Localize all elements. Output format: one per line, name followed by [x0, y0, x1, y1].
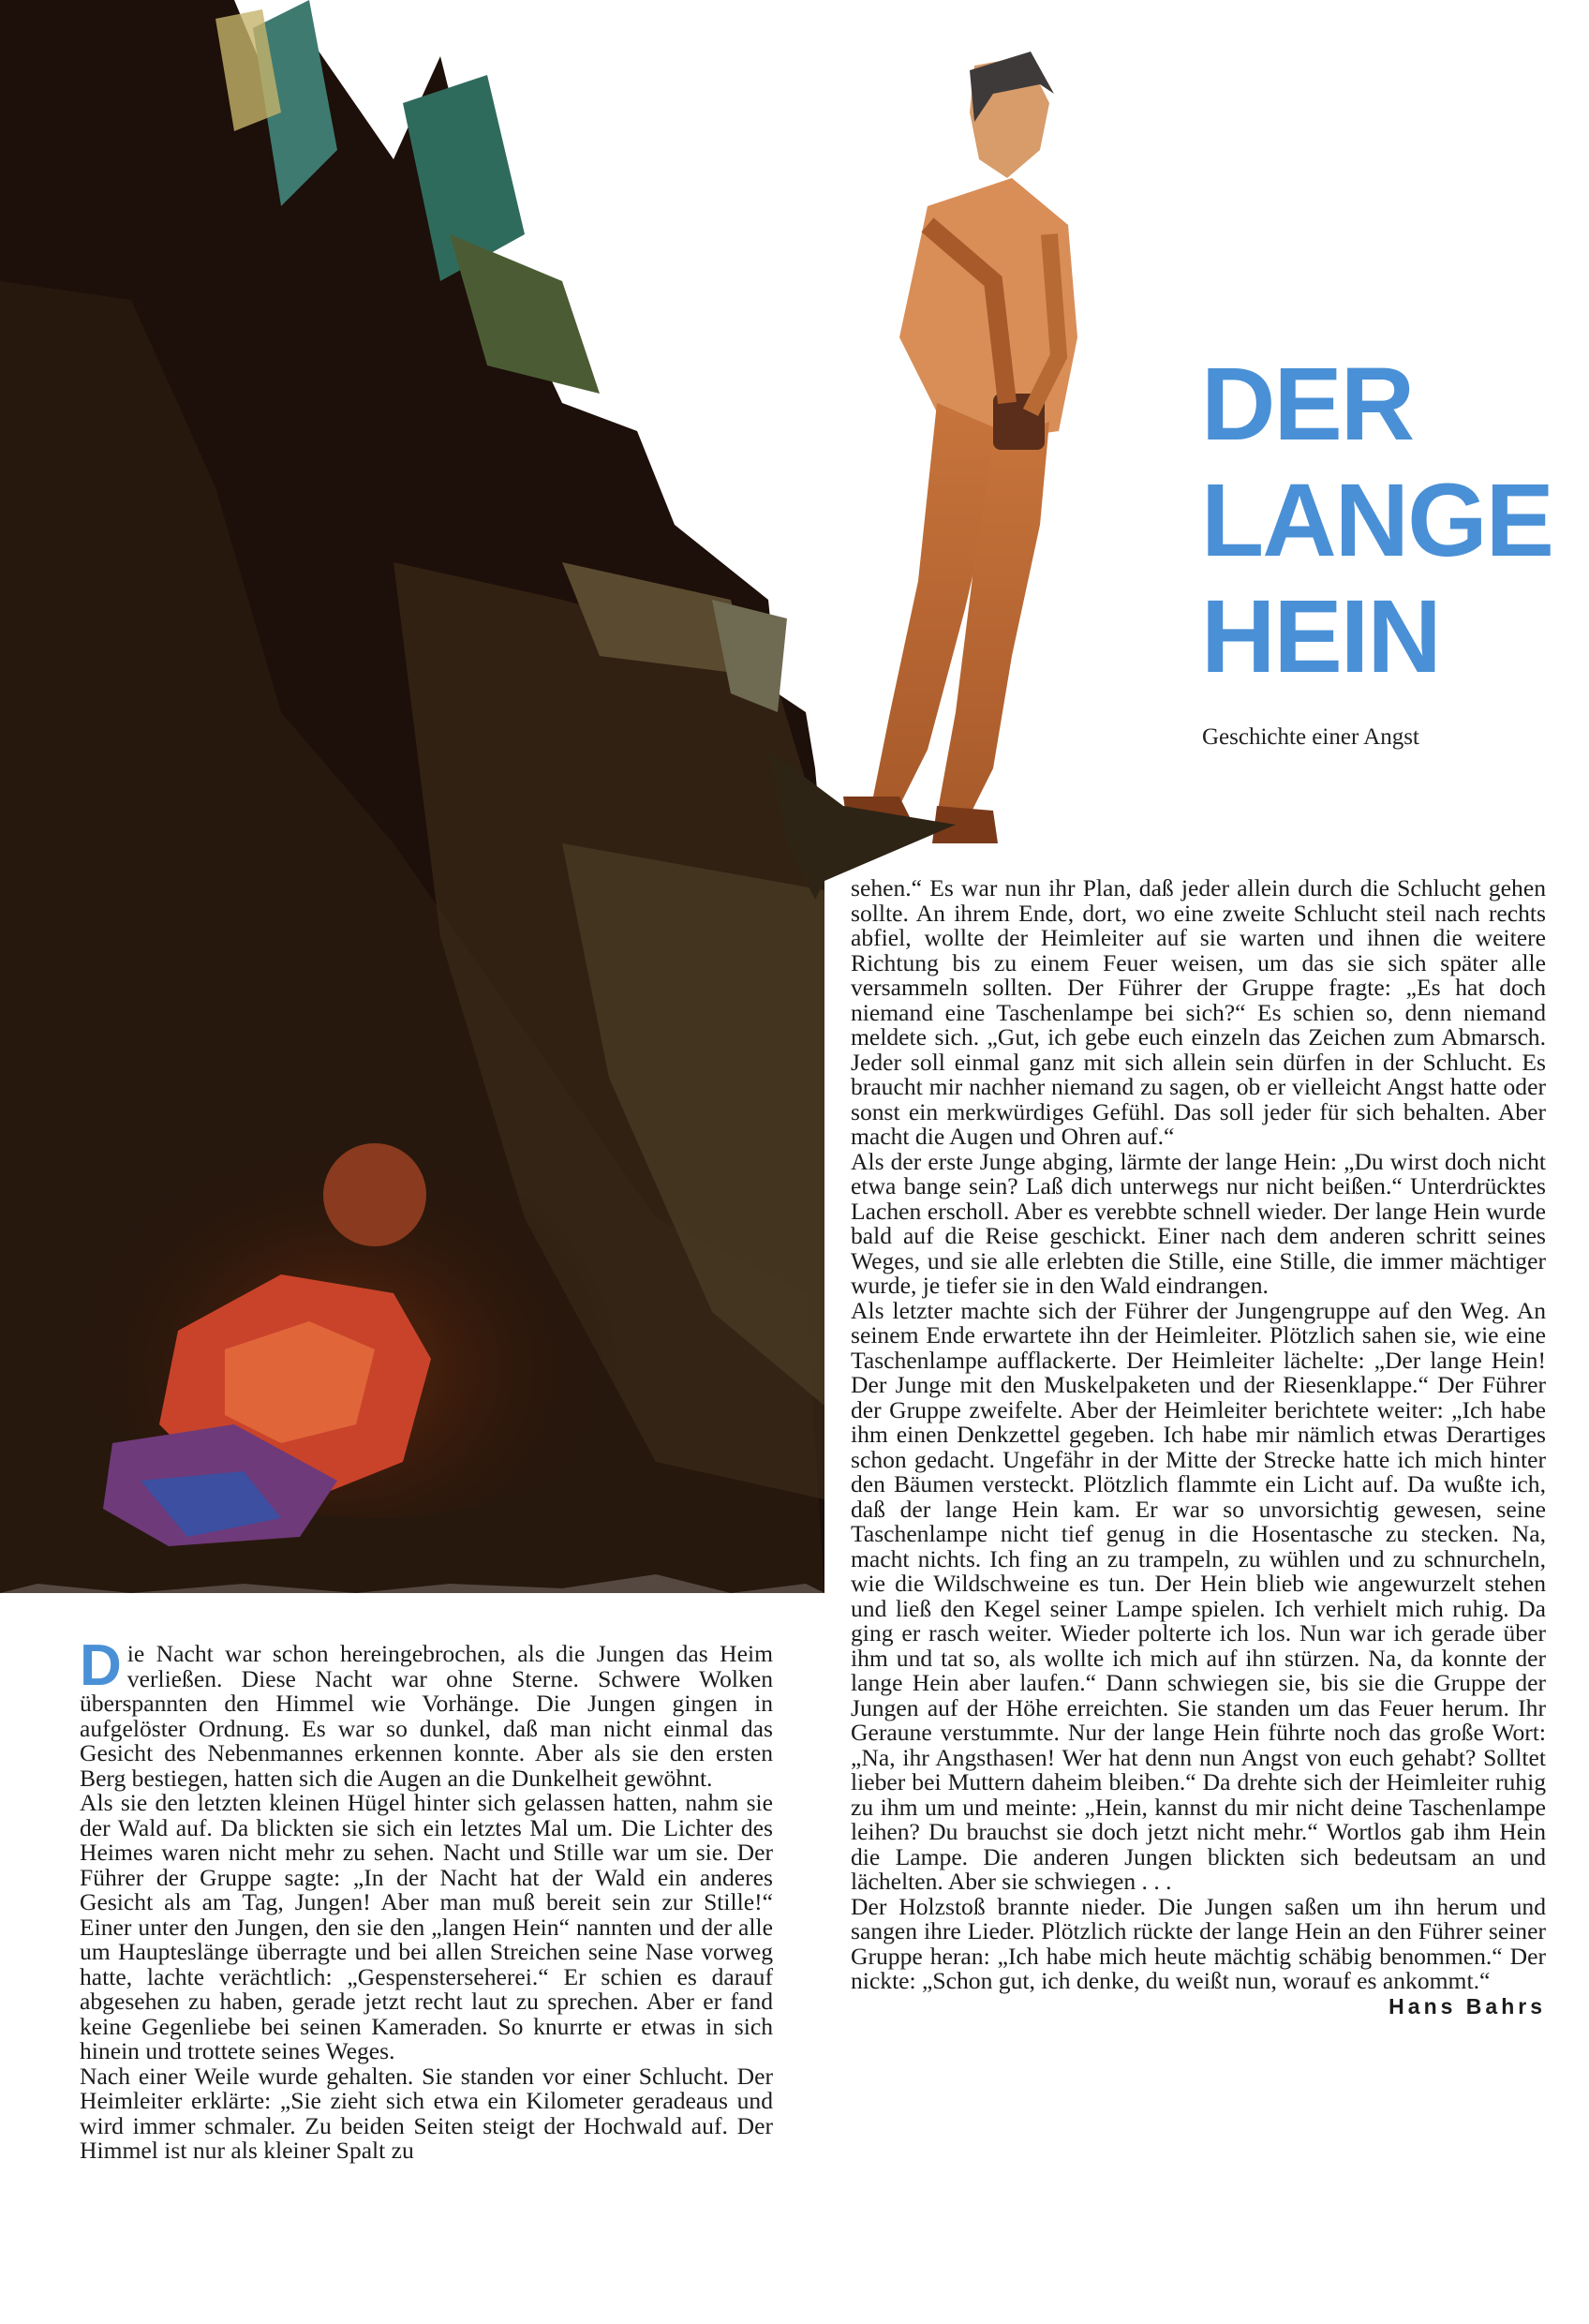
drop-cap: D	[80, 1633, 122, 1698]
paragraph	[80, 1633, 773, 1792]
title-line-1: DER	[1201, 347, 1414, 462]
left-text-column	[80, 1633, 773, 2164]
title-line-2: LANGE	[1201, 463, 1552, 578]
paragraph	[851, 1892, 1546, 2019]
paragraph-text: ie Nacht war schon hereingebrochen, als die Jungen das Heim verließen. Diese Nacht war ohne Sterne. Schwere Wolken überspannten den Himmel wie Vorhänge. Die Jungen gingen in aufgelöster Ordnung. Es war so dunkel, daß man nicht einmal das Gesicht des Nebenmannes erkennen konnte. Aber als sie den ersten Berg bestiegen, hatten sich die Augen an die Dunkelheit gewöhnt.	[80, 1640, 773, 1792]
story-title	[1201, 347, 1552, 695]
boy-figure	[843, 52, 1077, 843]
paragraph: sehen.“ Es war nun ihr Plan, daß jeder allein durch die Schlucht gehen sollte. An ihrem Ende, dort, wo eine zweite Schlucht steil nach rechts abfiel, wollte der Heimleiter auf sie warten und ihnen die weitere Richtung bis zu einem Feuer weisen, um das sie sich später alle versammeln sollten. Der Führer der Gruppe fragte: „Es hat doch niemand eine Taschenlampe bei sich?“ Es schien so, denn niemand meldete sich. „Gut, ich gebe euch einzeln das Zeichen zum Abmarsch. Jeder soll einmal ganz mit sich allein sein dürfen in der Schlucht. Es braucht mir nachher niemand zu sagen, ob er vielleicht Angst hatte oder sonst ein merkwürdiges Gefühl. Das soll jeder für sich behalten. Aber macht die Augen und Ohren auf.“	[851, 874, 1546, 1150]
right-text-column	[851, 876, 1546, 2019]
paragraph: Nach einer Weile wurde gehalten. Sie standen vor einer Schlucht. Der Heimleiter erklärte: „Sie zieht sich etwa ein Kilometer geradeaus und wird immer schmaler. Zu beiden Seiten steigt der Hochwald auf. Der Himmel ist nur als kleiner Spalt zu	[80, 2062, 773, 2164]
paragraph: Als der erste Junge abging, lärmte der lange Hein: „Du wirst doch nicht etwa bange sein? Laß dich unterwegs nur nicht beißen.“ Unterdrücktes Lachen erscholl. Aber es verebbte schnell wieder. Der lange Hein wurde bald auf die Reise geschickt. Einer nach dem anderen schritt seines Weges, und sie alle erlebten die Stille, eine Stille, die immer mächtiger wurde, je tiefer sie in den Wald eindrangen.	[851, 1147, 1546, 1299]
paragraph-text: Der Holzstoß brannte nieder. Die Jungen saßen um ihn herum und sangen ihre Lieder. Plötzlich rückte der lange Hein an den Führer seiner Gruppe heran: „Ich habe mich heute mächtig schäbig benommen.“ Der nickte: „Schon gut, ich denke, du weißt nun, worauf es ankommt.“	[851, 1892, 1546, 1994]
story-subtitle: Geschichte einer Angst	[1202, 724, 1419, 750]
author-name: Hans Bahrs	[1389, 1993, 1546, 2019]
title-line-3: HEIN	[1201, 579, 1440, 694]
paragraph: Als letzter machte sich der Führer der Jungengruppe auf den Weg. An seinem Ende erwartete ihn der Heimleiter. Plötzlich sahen sie, wie eine Taschenlampe aufflackerte. Der Heimleiter lächelte: „Der lange Hein! Der Junge mit den Muskelpaketen und der Riesenklappe.“ Der Führer der Gruppe zweifelte. Aber der Heimleiter berichtete weiter: „Ich habe ihm einen Denkzettel gegeben. Ich habe mir nämlich etwas Derartiges schon gedacht. Ungefähr in der Mitte der Strecke hatte ich mich hinter den Bäumen versteckt. Plötzlich flammte ein Licht auf. Da wußte ich, daß der lange Hein kam. Er war so unvorsichtig gewesen, seine Taschenlampe nicht tief genug in die Hosentasche zu stecken. Na, macht nichts. Ich fing an zu trampeln, zu wühlen und zu schnurcheln, wie die Wildschweine es tun. Der Hein blieb wie angewurzelt stehen und ließ den Kegel seiner Lampe spielen. Ich verhielt mich ruhig. Da ging er rasch weiter. Wieder polterte ich los. Nun war ich gerade über ihm und tat so, als wollte ich mich auf ihn stürzen. Na, da konnte der lange Hein aber laufen.“ Dann schwiegen sie, bis sie die Gruppe der Jungen auf der Höhe erreichten. Sie standen um das Feuer herum. Ihr Geraune verstummte. Nur der lange Hein führte noch das große Wort: „Na, ihr Angsthasen! Wer hat denn nun Angst von euch gehabt? Solltet lieber bei Muttern daheim bleiben.“ Da drehte sich der Heimleiter ruhig zu ihm um und meinte: „Hein, kannst du mir nicht deine Taschenlampe leihen? Du brauchst sie doch jetzt nicht mehr.“ Wortlos gab ihm Hein die Lampe. Die anderen Jungen blickten sich bedeutsam an und lächelten. Aber sie schwiegen . . .	[851, 1296, 1546, 1895]
paragraph: Als sie den letzten kleinen Hügel hinter sich gelassen hatten, nahm sie der Wald auf. Da blickten sie sich ein letztes Mal um. Die Lichter des Heimes waren nicht mehr zu sehen. Nacht und Stille war um sie. Der Führer der Gruppe sagte: „In der Nacht hat der Wald ein anderes Gesicht als am Tag, Jungen! Aber man muß bereit sein zur Stille!“ Einer unter den Jungen, den sie den „langen Hein“ nannten und der alle um Haupteslänge überragte und bei allen Streichen seine Nase vorweg hatte, lachte verächtlich: „Gespensterseherei.“ Er schien es darauf abgesehen zu haben, gerade jetzt recht laut zu sprechen. Aber er fand keine Gegenliebe bei seinen Kameraden. So knurrte er etwas in sich hinein und trottete seines Weges.	[80, 1789, 773, 2064]
